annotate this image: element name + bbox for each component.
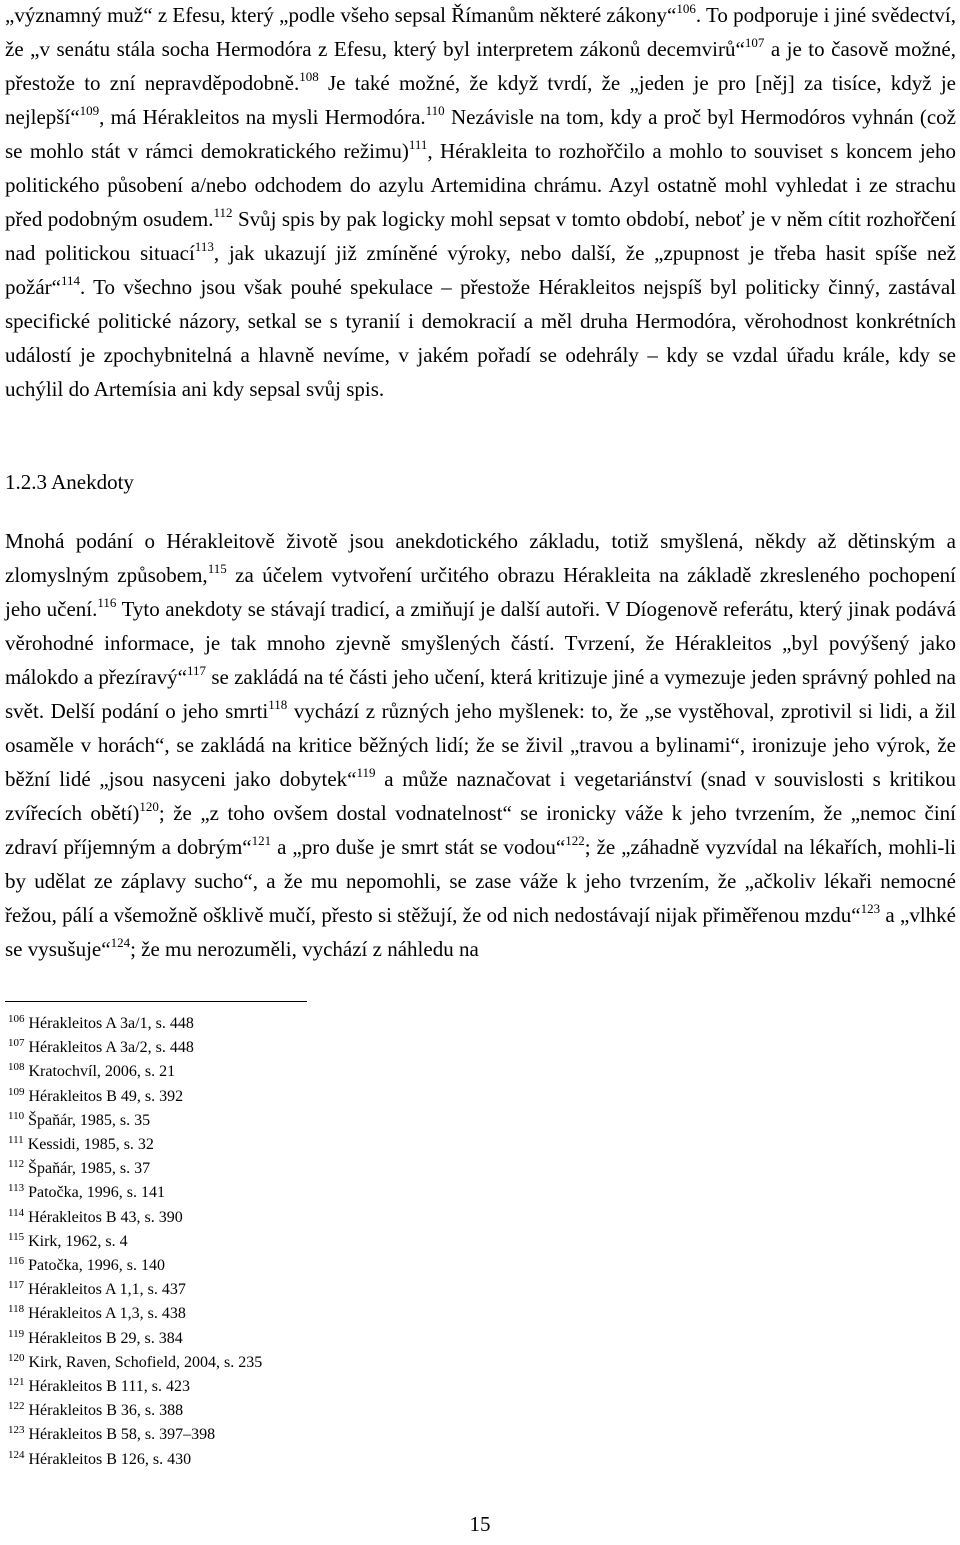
footnote-reference[interactable]: 116 [97, 595, 117, 610]
footnote-text: Patočka, 1996, s. 140 [28, 1257, 165, 1275]
footnote-item [8, 1399, 262, 1423]
footnote-text: Hérakleitos B 43, s. 390 [28, 1208, 183, 1226]
footnote-text: Špaňár, 1985, s. 37 [28, 1160, 151, 1178]
footnote-text: Hérakleitos A 1,3, s. 438 [28, 1305, 186, 1323]
footnote-reference[interactable]: 110 [425, 103, 445, 118]
text-run: a je to časově možné, přestože to zní nepravděpodobně. [5, 37, 956, 95]
text-run: vychází z různých jeho myšlenek: to, že „se vystěhoval, zprotivil si lidi, a žil osaměle v horách“, se zakládá na kritice běžných lidí; že se živil „travou a bylinami“, ironizuje jeho výrok, že běžní lidé „jsou nasyceni jako dobytek“ [5, 699, 956, 791]
text-run: . To všechno jsou však pouhé spekulace – přestože Hérakleitos nejspíš byl politicky činný, zastával specifické politické názory, setkal se s tyranií i demokracií a měl druha Hermodóra, věrohodnost konkrétních událostí je zpochybnitelná a hlavně nevíme, v jakém pořadí se odehrály – kdy se vzdal úřadu krále, kdy se uchýlil do Artemísia ani kdy sepsal svůj spis. [5, 275, 956, 401]
footnote-text: Špaňár, 1985, s. 35 [28, 1111, 151, 1129]
footnote-item [8, 1278, 262, 1302]
footnote-number: 110 [8, 1109, 25, 1122]
footnote-list [8, 1012, 262, 1472]
footnote-reference[interactable]: 114 [60, 273, 80, 288]
footnote-text: Kratochvíl, 2006, s. 21 [28, 1063, 176, 1081]
footnote-reference[interactable]: 121 [251, 833, 272, 848]
footnote-text: Kessidi, 1985, s. 32 [27, 1136, 154, 1154]
footnote-item [8, 1375, 262, 1399]
footnote-reference[interactable]: 115 [207, 561, 227, 576]
footnote-item [8, 1254, 262, 1278]
footnote-number: 106 [8, 1013, 25, 1025]
footnote-item [8, 1036, 262, 1060]
footnote-item [8, 1351, 262, 1375]
footnote-text: Hérakleitos B 36, s. 388 [28, 1402, 184, 1420]
text-run: Nezávisle na tom, kdy a proč byl Hermodóros vyhnán (což se mohlo stát v rámci demokratického režimu) [5, 105, 956, 163]
text-run: Je také možné, že když tvrdí, že „jeden je pro [něj] za tisíce, když je nejlepší“ [5, 71, 956, 129]
footnote-item [8, 1327, 262, 1351]
footnote-separator [5, 1001, 307, 1002]
footnote-reference[interactable]: 122 [565, 833, 585, 848]
footnote-reference[interactable]: 124 [110, 935, 131, 950]
text-run: a „pro duše je smrt stát se vodou“ [271, 835, 566, 859]
body-paragraph-1 [5, 0, 956, 406]
footnote-number: 117 [8, 1279, 25, 1292]
footnote-number: 124 [8, 1448, 25, 1461]
footnote-text: Hérakleitos B 29, s. 384 [28, 1329, 183, 1347]
footnote-reference[interactable]: 107 [744, 35, 765, 50]
text-run: , má Hérakleitos na mysli Hermodóra. [99, 105, 426, 129]
footnote-text: Hérakleitos B 58, s. 397–398 [28, 1426, 216, 1444]
text-run: ; že „záhadně vyzvídal na lékařích, mohli-li by udělat ze záplavy sucho“, a že mu nepomohli, se zase váže k jeho tvrzením, že „ačkoliv lékaři nemocné řežou, pálí a všemožně ošklivě mučí, přesto si stěžují, že od nich nedostávají nijak přiměřenou mzdu“ [5, 835, 957, 927]
footnote-reference[interactable]: 118 [268, 697, 288, 712]
footnote-number: 114 [8, 1206, 25, 1219]
footnote-number: 107 [8, 1037, 25, 1050]
footnote-item [8, 1448, 262, 1472]
footnote-number: 122 [8, 1400, 25, 1413]
footnote-item [8, 1085, 262, 1109]
text-run: Tyto anekdoty se stávají tradicí, a zmiňují je další autoři. V Díogenově referátu, který jinak podává věrohodné informace, je tak mnoho zjevně smyšlených částí. Tvrzení, že Hérakleitos „byl povýšený jako málokdo a přezíravý“ [5, 597, 956, 689]
footnote-reference[interactable]: 120 [139, 799, 159, 814]
footnote-text: Hérakleitos A 1,1, s. 437 [28, 1281, 186, 1299]
footnote-item [8, 1302, 262, 1326]
footnote-number: 121 [8, 1376, 25, 1389]
section-heading: 1.2.3 Anekdoty [5, 470, 134, 494]
text-run: a může naznačovat i vegetariánství (snad v souvislosti s kritikou zvířecích obětí) [5, 767, 956, 825]
text-run: a „vlhké se vysušuje“ [5, 903, 956, 961]
text-run: , Hérakleita to rozhořčilo a mohlo to souviset s koncem jeho politického působení a/nebo odchodem do azylu Artemidina chrámu. Azyl ostatně mohl vyhledat i ze strachu před podobným osudem. [5, 139, 956, 231]
footnote-reference[interactable]: 123 [860, 901, 881, 916]
footnote-number: 108 [8, 1061, 25, 1074]
footnote-text: Patočka, 1996, s. 141 [28, 1184, 165, 1202]
footnote-number: 115 [8, 1230, 25, 1243]
footnote-number: 118 [8, 1303, 25, 1316]
body-paragraph-2 [5, 524, 956, 966]
footnote-text: Hérakleitos B 49, s. 392 [28, 1087, 184, 1105]
text-run: ; že mu nerozuměli, vychází z náhledu na [130, 937, 479, 961]
footnote-number: 111 [8, 1134, 24, 1147]
footnote-number: 109 [8, 1085, 25, 1098]
text-run: , jak ukazují již zmíněné výroky, nebo další, že „zpupnost je třeba hasit spíše než požár“ [5, 241, 956, 299]
text-run: Svůj spis by pak logicky mohl sepsat v tomto období, neboť je v něm cítit rozhořčení nad politickou situací [5, 207, 956, 265]
text-run: „významný muž“ z Efesu, který „podle všeho sepsal Římanům některé zákony“ [5, 3, 677, 27]
footnote-reference[interactable]: 111 [408, 137, 428, 152]
text-run: Mnohá podání o Hérakleitově životě jsou anekdotického základu, totiž smyšlená, někdy až dětinským a zlomyslným způsobem, [5, 529, 956, 587]
footnote-reference[interactable]: 119 [356, 765, 376, 780]
footnote-number: 123 [8, 1424, 25, 1437]
footnote-reference[interactable]: 112 [213, 205, 233, 220]
text-run: ; že „z toho ovšem dostal vodnatelnost“ se ironicky váže k jeho tvrzením, že „nemoc činí zdraví příjemným a dobrým“ [5, 801, 956, 859]
footnote-reference[interactable]: 113 [194, 239, 214, 254]
footnote-text: Hérakleitos A 3a/2, s. 448 [28, 1039, 194, 1057]
footnote-number: 116 [8, 1255, 25, 1268]
footnote-item [8, 1206, 262, 1230]
text-run: se zakládá na té části jeho učení, která kritizuje jiné a vymezuje jeden správný pohled na svět. Delší podání o jeho smrti [5, 665, 956, 723]
footnote-reference[interactable]: 106 [676, 1, 696, 16]
footnote-reference[interactable]: 108 [299, 69, 319, 84]
footnote-reference[interactable]: 109 [79, 103, 100, 118]
footnote-item [8, 1423, 262, 1447]
footnote-reference[interactable]: 117 [187, 663, 207, 678]
footnote-text: Hérakleitos B 126, s. 430 [28, 1450, 192, 1468]
text-run: za účelem vytvoření určitého obrazu Hérakleita na základě zkresleného pochopení jeho učení. [5, 563, 957, 621]
footnote-item [8, 1133, 262, 1157]
footnote-item [8, 1012, 262, 1036]
footnote-number: 120 [8, 1351, 25, 1364]
footnote-number: 113 [8, 1182, 25, 1195]
page-number: 15 [469, 1512, 491, 1536]
footnote-text: Kirk, 1962, s. 4 [28, 1232, 128, 1250]
footnote-item [8, 1157, 262, 1181]
footnote-text: Kirk, Raven, Schofield, 2004, s. 235 [28, 1353, 263, 1371]
footnote-number: 119 [8, 1327, 25, 1340]
footnote-item [8, 1181, 262, 1205]
footnote-text: Hérakleitos A 3a/1, s. 448 [28, 1015, 194, 1032]
text-run: . To podporuje i jiné svědectví, že „v senátu stála socha Hermodóra z Efesu, který byl interpretem zákonů decemvirů“ [5, 3, 956, 61]
footnote-item [8, 1109, 262, 1133]
footnote-number: 112 [8, 1158, 25, 1171]
footnote-item [8, 1060, 262, 1084]
footnote-text: Hérakleitos B 111, s. 423 [28, 1378, 190, 1396]
footnote-item [8, 1230, 262, 1254]
